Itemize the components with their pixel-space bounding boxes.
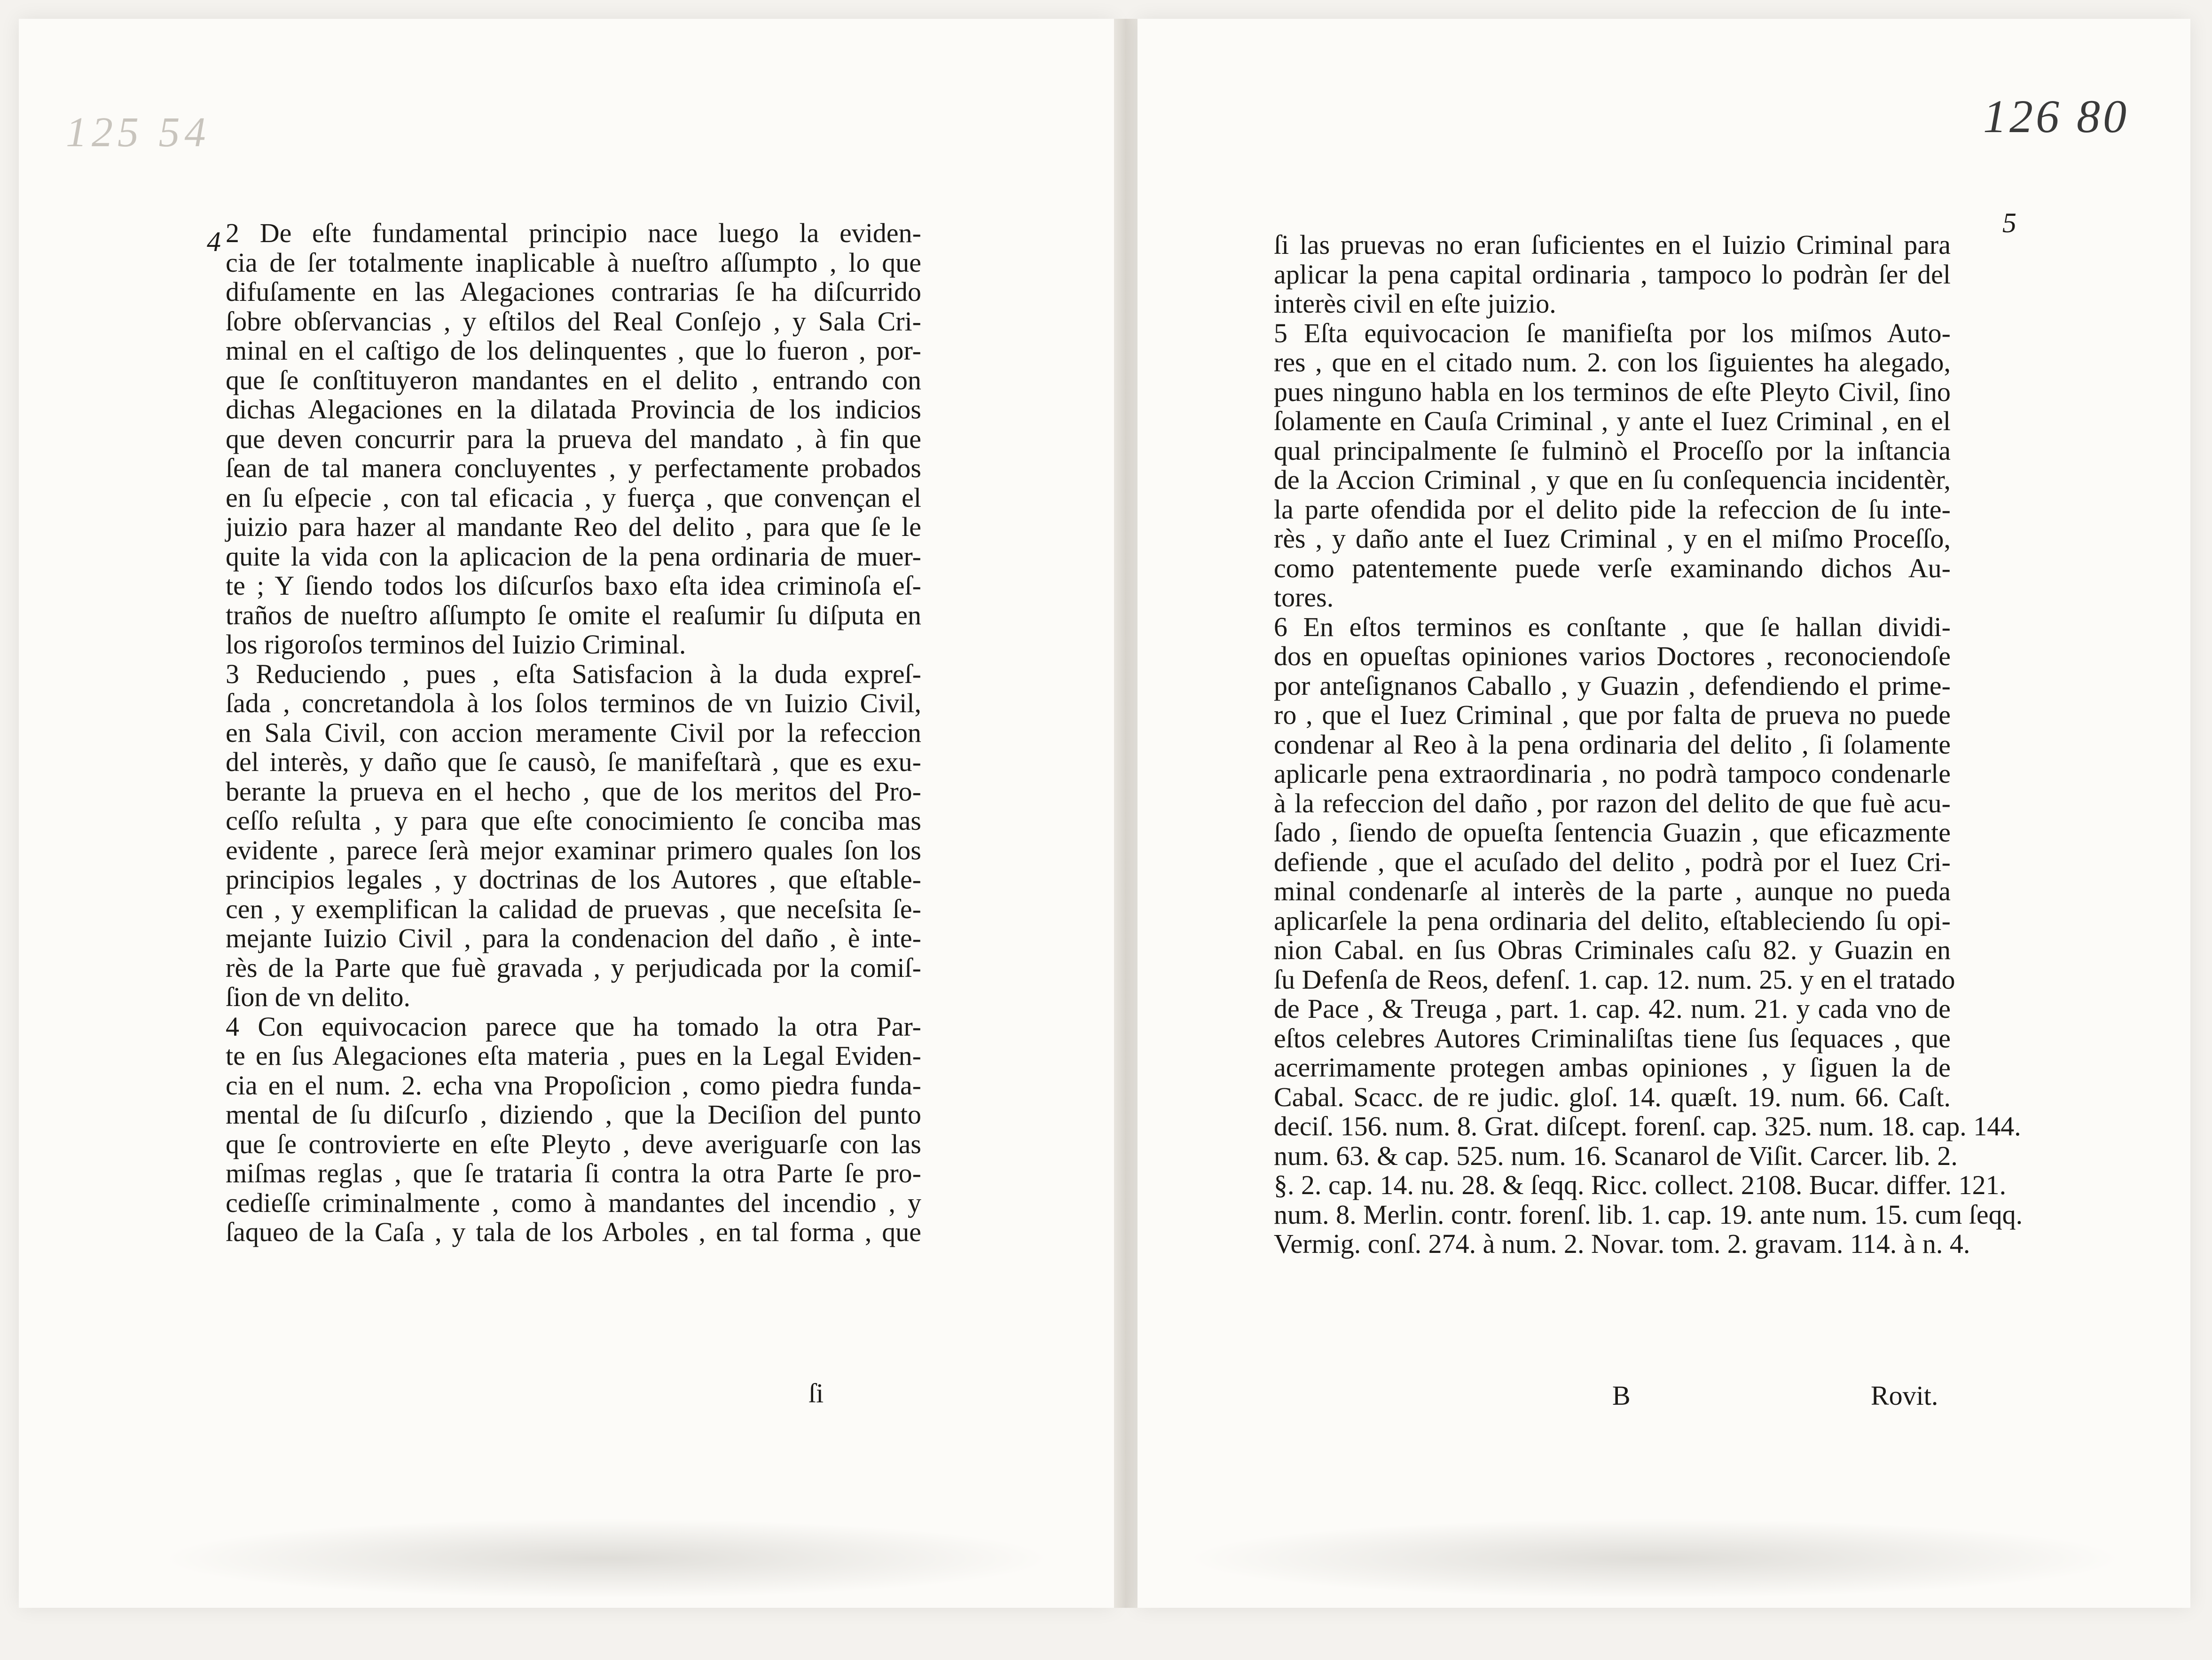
page-smudge-left	[160, 1518, 1053, 1598]
text-line: 2 De eſte fundamental principio nace luego la eviden-	[226, 218, 921, 248]
text-line: nion Cabal. en ſus Obras Criminales caſu 82. y Guazin en	[1274, 935, 1951, 965]
text-line: deciſ. 156. num. 8. Grat. diſcept. forenſ. cap. 325. num. 18. cap. 144.	[1274, 1111, 2021, 1141]
text-line: acerrimamente protegen ambas opiniones , y ſiguen la de	[1274, 1052, 1951, 1083]
folio-number: 126 80	[1983, 90, 2129, 142]
text-line: interès civil en eſte juizio.	[1274, 288, 1556, 319]
text-line: dichas Alegaciones en la dilatada Provincia de los indicios	[226, 394, 921, 425]
text-line: mental de ſu diſcurſo , diziendo , que la Deciſion del punto	[226, 1099, 921, 1130]
text-line: evidente , parece ſerà mejor examinar primero quales ſon los	[226, 834, 921, 865]
text-line: tores.	[1274, 582, 1334, 613]
text-line: aplicarle pena extraordinaria , no podrà tampoco condenarle	[1274, 758, 1951, 789]
text-line: §. 2. cap. 14. nu. 28. & ſeqq. Ricc. collect. 2108. Bucar. differ. 121.	[1274, 1170, 2007, 1200]
text-line: aplicar la pena capital ordinaria , tampoco lo podràn ſer del	[1274, 259, 1951, 290]
text-line: 5 Eſta equivocacion ſe manifieſta por los miſmos Auto-	[1274, 317, 1951, 348]
text-line: te en ſus Alegaciones eſta materia , pues en la Legal Eviden-	[226, 1040, 921, 1071]
text-line: del interès, y daño que ſe causò, ſe manifeſtarà , que es exu-	[226, 747, 921, 777]
faint-archive-mark: 125 54	[66, 109, 211, 156]
text-line: qual principalmente ſe fulminò el Proceſſo por la inſtancia	[1274, 435, 1951, 466]
text-line: traños de nueſtro aſſumpto ſe omite el reaſumir ſu diſputa en	[226, 599, 921, 630]
text-line: cedieſſe criminalmente , como à mandantes del incendio , y	[226, 1187, 921, 1218]
text-line: num. 8. Merlin. contr. forenſ. lib. 1. cap. 19. ante num. 15. cum ſeqq.	[1274, 1199, 2023, 1230]
book-gutter	[1114, 19, 1137, 1608]
text-line: berante la prueva en el hecho , que de los meritos del Pro-	[226, 776, 921, 807]
text-line: quite la vida con la aplicacion de la pena ordinaria de muer-	[226, 541, 921, 572]
text-line: de la Accion Criminal , y que en ſu conſequencia incidentèr,	[1274, 464, 1951, 495]
catchword-right: Rovit.	[1871, 1380, 1938, 1411]
text-line: que ſe conſtituyeron mandantes en el delito , entrando con	[226, 364, 921, 395]
text-line: defiende , que el acuſado del delito , podrà por el Iuez Cri-	[1274, 846, 1951, 877]
text-line: condenar al Reo à la pena ordinaria del delito , ſi ſolamente	[1274, 729, 1951, 760]
text-line: la parte ofendida por el delito pide la refeccion de ſu inte-	[1274, 494, 1951, 525]
text-line: 3 Reduciendo , pues , eſta Satisfacion à la duda expreſ-	[226, 658, 921, 689]
text-line: los rigoroſos terminos del Iuizio Criminal.	[226, 629, 686, 660]
text-line: rès de la Parte que fuè gravada , y perjudicada por la comiſ-	[226, 952, 921, 983]
text-line: en ſu eſpecie , con tal eficacia , y fuerça , que convençan el	[226, 482, 921, 513]
text-line: dos en opueſtas opiniones varios Doctores , reconociendoſe	[1274, 641, 1951, 671]
text-line: mejante Iuizio Civil , para la condenacion del daño , è inte-	[226, 923, 921, 953]
left-body-text	[226, 219, 921, 1247]
text-line: por anteſignanos Caballo , y Guazin , defendiendo el prime-	[1274, 670, 1951, 701]
text-line: Cabal. Scacc. de re judic. gloſ. 14. quæſt. 19. num. 66. Caſt.	[1274, 1081, 1951, 1112]
text-line: ſobre obſervancias , y eſtilos del Real Conſejo , y Sala Cri-	[226, 306, 921, 337]
text-line: aplicarſele la pena ordinaria del delito, eſtableciendo ſu opi-	[1274, 905, 1951, 936]
page-number-left: 4	[207, 226, 221, 257]
text-line: ſado , ſiendo de opueſta ſentencia Guazin , que eficazmente	[1274, 817, 1951, 848]
text-line: como patentemente puede verſe examinando dichos Au-	[1274, 552, 1951, 583]
page-smudge-right	[1184, 1518, 2125, 1598]
text-line: que deven concurrir para la prueva del mandato , à fin que	[226, 423, 921, 454]
text-line: difuſamente en las Alegaciones contrarias ſe ha diſcurrido	[226, 276, 921, 307]
text-line: ro , que el Iuez Criminal , que por falta de prueva no puede	[1274, 700, 1951, 730]
text-line: minal condenarſe al interès de la parte , aunque no pueda	[1274, 876, 1951, 906]
text-line: num. 63. & cap. 525. num. 16. Scanarol de Viſit. Carcer. lib. 2.	[1274, 1140, 1958, 1171]
text-line: ſu Defenſa de Reos, defenſ. 1. cap. 12. num. 25. y en el tratado	[1274, 964, 1955, 995]
catchword-left: ſi	[808, 1378, 824, 1408]
text-line: de Pace , & Treuga , part. 1. cap. 42. num. 21. y cada vno de	[1274, 993, 1951, 1024]
text-line: ſada , concretandola à los ſolos terminos de vn Iuizio Civil,	[226, 688, 921, 718]
text-line: que ſe controvierte en eſte Pleyto , deve averiguarſe con las	[226, 1128, 921, 1159]
text-line: cia de ſer totalmente inaplicable à nueſtro aſſumpto , lo que	[226, 247, 921, 278]
right-body-text	[1274, 229, 2023, 1259]
text-line: cen , y exemplifican la calidad de pruevas , que neceſsita ſe-	[226, 893, 921, 924]
text-line: ſion de vn delito.	[226, 982, 411, 1012]
text-line: 6 En eſtos terminos es conſtante , que ſe hallan dividi-	[1274, 611, 1951, 642]
text-line: en Sala Civil, con accion meramente Civil por la refeccion	[226, 717, 921, 748]
text-line: à la refeccion del daño , por razon del delito de que fuè acu-	[1274, 787, 1951, 818]
text-line: res , que en el citado num. 2. con los ſiguientes ha alegado,	[1274, 347, 1951, 378]
text-line: juizio para hazer al mandante Reo del delito , para que ſe le	[226, 511, 921, 542]
text-line: ceſſo reſulta , y para que eſte conocimiento ſe conciba mas	[226, 805, 921, 836]
right-page	[1137, 19, 2190, 1608]
text-line: miſmas reglas , que ſe trataria ſi contra la otra Parte ſe pro-	[226, 1158, 921, 1188]
text-line: ſolamente en Cauſa Criminal , y ante el Iuez Criminal , en el	[1274, 406, 1951, 436]
left-page	[19, 19, 1114, 1608]
text-line: Vermig. conſ. 274. à num. 2. Novar. tom. 2. gravam. 114. à n. 4.	[1274, 1228, 1970, 1259]
text-line: pues ninguno habla en los terminos de eſte Pleyto Civil, ſino	[1274, 376, 1951, 407]
text-line: ſaqueo de la Caſa , y tala de los Arboles , en tal forma , que	[226, 1217, 921, 1247]
text-line: minal en el caſtigo de los delinquentes , que lo fueron , por-	[226, 335, 921, 366]
text-line: cia en el num. 2. echa vna Propoſicion , como piedra funda-	[226, 1070, 921, 1101]
text-line: ſean de tal manera concluyentes , y perfectamente probados	[226, 453, 921, 483]
page-number-right: 5	[2002, 207, 2016, 238]
text-line: eſtos celebres Autores Criminaliſtas tiene ſus ſequaces , que	[1274, 1023, 1951, 1054]
text-line: ſi las pruevas no eran ſuficientes en el Iuizio Criminal para	[1274, 229, 1951, 260]
text-line: 4 Con equivocacion parece que ha tomado la otra Par-	[226, 1011, 921, 1042]
text-line: te ; Y ſiendo todos los diſcurſos baxo eſta idea criminoſa eſ-	[226, 570, 921, 601]
text-line: rès , y daño ante el Iuez Criminal , y en el miſmo Proceſſo,	[1274, 523, 1951, 554]
signature-mark: B	[1612, 1380, 1631, 1411]
text-line: principios legales , y doctrinas de los Autores , que eſtable-	[226, 864, 921, 895]
